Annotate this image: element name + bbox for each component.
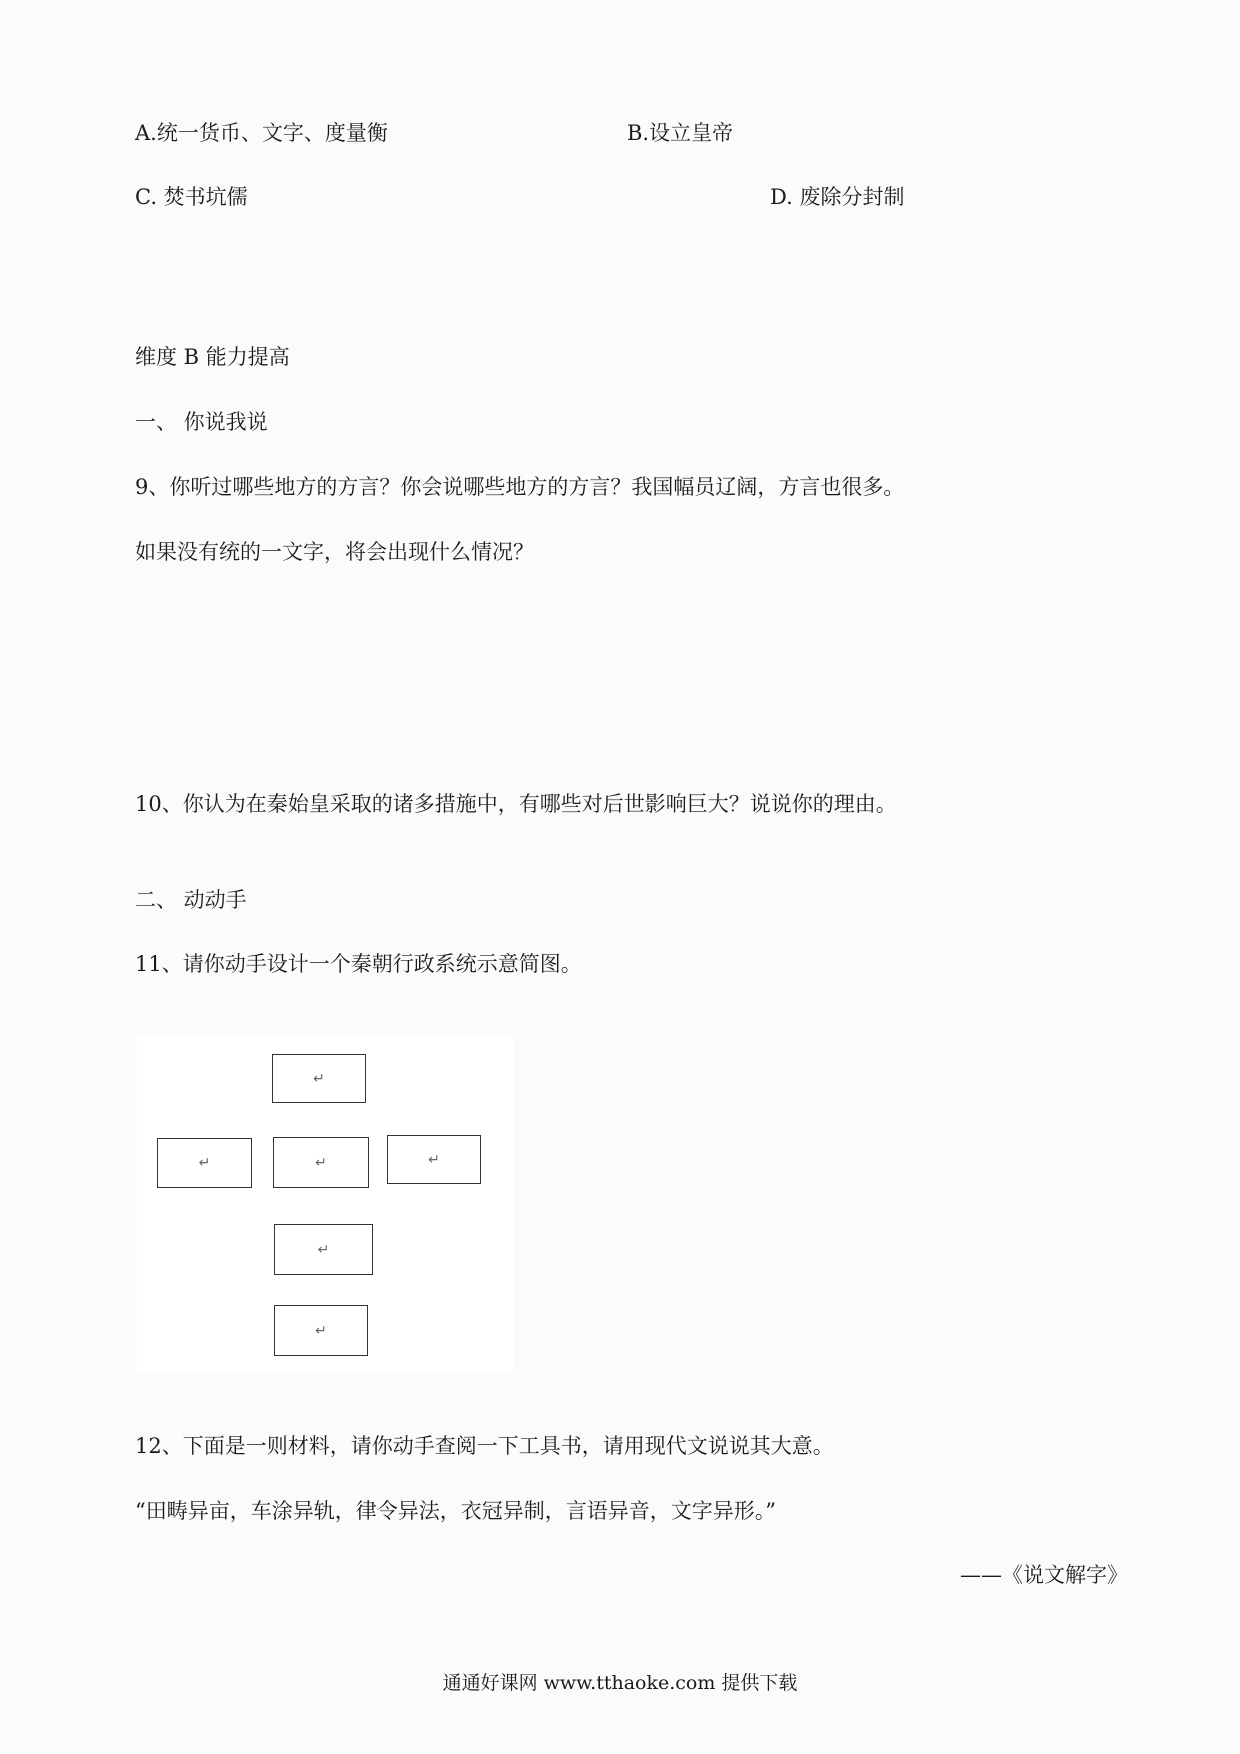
diagram-box-lower: ↵ xyxy=(274,1224,373,1275)
part1-title: 一、 你说我说 xyxy=(135,410,268,434)
footer-credit: 通通好课网 www.tthaoke.com 提供下载 xyxy=(442,1672,798,1694)
diagram-box-top: ↵ xyxy=(272,1054,366,1103)
diagram-box-right: ↵ xyxy=(387,1135,481,1184)
option-a: A.统一货币、文字、度量衡 xyxy=(135,121,388,145)
diagram-box-center: ↵ xyxy=(273,1137,369,1188)
question-9-line2: 如果没有统的一文字，将会出现什么情况？ xyxy=(135,540,534,564)
section-b-title: 维度 B 能力提高 xyxy=(135,345,290,369)
diagram-box-left: ↵ xyxy=(157,1138,252,1188)
question-11: 11、请你动手设计一个秦朝行政系统示意简图。 xyxy=(135,952,582,976)
option-b: B.设立皇帝 xyxy=(627,121,734,145)
option-d: D. 废除分封制 xyxy=(770,185,905,209)
question-10: 10、你认为在秦始皇采取的诸多措施中，有哪些对后世影响巨大？说说你的理由。 xyxy=(135,792,897,816)
diagram-box-bottom: ↵ xyxy=(274,1305,368,1356)
question-9-line1: 9、你听过哪些地方的方言？你会说哪些地方的方言？我国幅员辽阔，方言也很多。 xyxy=(135,475,905,499)
quote-source: ——《说文解字》 xyxy=(960,1563,1128,1587)
quote-text: “田畴异亩，车涂异轨，律令异法，衣冠异制，言语异音，文字异形。” xyxy=(135,1499,776,1523)
question-12: 12、下面是一则材料，请你动手查阅一下工具书，请用现代文说说其大意。 xyxy=(135,1434,834,1458)
admin-system-diagram xyxy=(137,1036,514,1372)
option-c: C. 焚书坑儒 xyxy=(135,185,248,209)
part2-title: 二、 动动手 xyxy=(135,888,247,912)
